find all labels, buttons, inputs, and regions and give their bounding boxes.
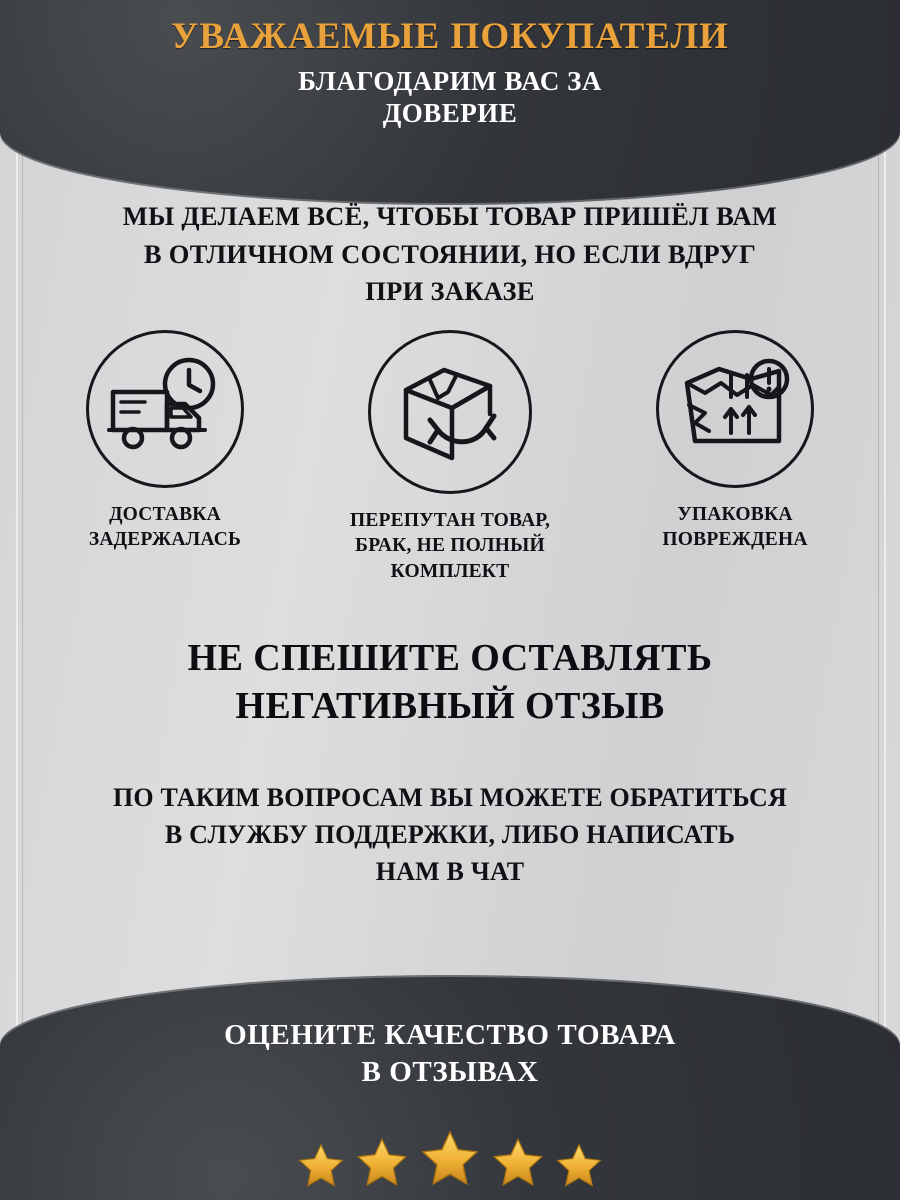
intro-paragraph bbox=[50, 198, 850, 311]
star-icon-4[interactable] bbox=[489, 1134, 547, 1192]
headline-gold: УВАЖАЕМЫЕ ПОКУПАТЕЛИ bbox=[171, 16, 729, 57]
issue-icons-row bbox=[40, 330, 860, 584]
headline-white-line1: БЛАГОДАРИМ ВАС ЗА bbox=[298, 65, 602, 96]
caption-line-2: ЗАДЕРЖАЛАСЬ bbox=[88, 529, 242, 551]
issue-caption-wrong-item bbox=[350, 508, 550, 584]
caption-line-2: БРАК, НЕ ПОЛНЫЙ bbox=[355, 535, 545, 557]
bottom-banner bbox=[0, 975, 900, 1200]
damaged-package-icon bbox=[656, 330, 814, 488]
issue-caption-damaged-package bbox=[662, 502, 807, 553]
star-icon-5[interactable] bbox=[553, 1140, 605, 1192]
call-line-2: НЕГАТИВНЫЙ ОТЗЫВ bbox=[235, 684, 665, 727]
support-line-1: ПО ТАКИМ ВОПРОСАМ ВЫ МОЖЕТЕ ОБРАТИТЬСЯ bbox=[112, 783, 788, 812]
intro-line-3: ПРИ ЗАКАЗЕ bbox=[365, 276, 535, 307]
call-line-1: НЕ СПЕШИТЕ ОСТАВЛЯТЬ bbox=[187, 637, 713, 679]
support-line-3: НАМ В ЧАТ bbox=[375, 856, 525, 886]
box-return-arrow-icon bbox=[368, 330, 532, 494]
star-icon-3[interactable] bbox=[417, 1126, 483, 1192]
bottom-line-2: В ОТЗЫВАХ bbox=[361, 1056, 539, 1089]
issue-item-wrong-item bbox=[325, 330, 575, 584]
caption-line-2: ПОВРЕЖДЕНА bbox=[662, 529, 808, 551]
intro-line-1: МЫ ДЕЛАЕМ ВСЁ, ЧТОБЫ ТОВАР ПРИШЁЛ ВАМ bbox=[122, 201, 778, 231]
top-banner-text bbox=[0, 18, 900, 130]
intro-line-2: В ОТЛИЧНОМ СОСТОЯНИИ, НО ЕСЛИ ВДРУГ bbox=[143, 238, 757, 269]
bottom-line-1: ОЦЕНИТЕ КАЧЕСТВО ТОВАРА bbox=[224, 1019, 676, 1051]
main-call-to-action bbox=[60, 635, 840, 730]
caption-line-1: ПЕРЕПУТАН ТОВАР, bbox=[349, 510, 551, 531]
support-line-2: В СЛУЖБУ ПОДДЕРЖКИ, ЛИБО НАПИСАТЬ bbox=[164, 819, 736, 849]
top-banner bbox=[0, 0, 900, 205]
caption-line-3: КОМПЛЕКТ bbox=[390, 560, 510, 582]
support-paragraph bbox=[45, 780, 855, 891]
star-icon-1[interactable] bbox=[295, 1140, 347, 1192]
delivery-truck-clock-icon bbox=[86, 330, 244, 488]
bottom-banner-text bbox=[0, 1017, 900, 1091]
issue-caption-delivery-delay bbox=[89, 502, 241, 553]
caption-line-1: УПАКОВКА bbox=[677, 504, 793, 525]
caption-line-1: ДОСТАВКА bbox=[109, 504, 221, 525]
star-icon-2[interactable] bbox=[353, 1134, 411, 1192]
issue-item-damaged-package bbox=[610, 330, 860, 553]
issue-item-delivery-delay bbox=[40, 330, 290, 553]
headline-white-line2: ДОВЕРИЕ bbox=[382, 98, 518, 129]
rating-stars[interactable] bbox=[0, 1126, 900, 1192]
